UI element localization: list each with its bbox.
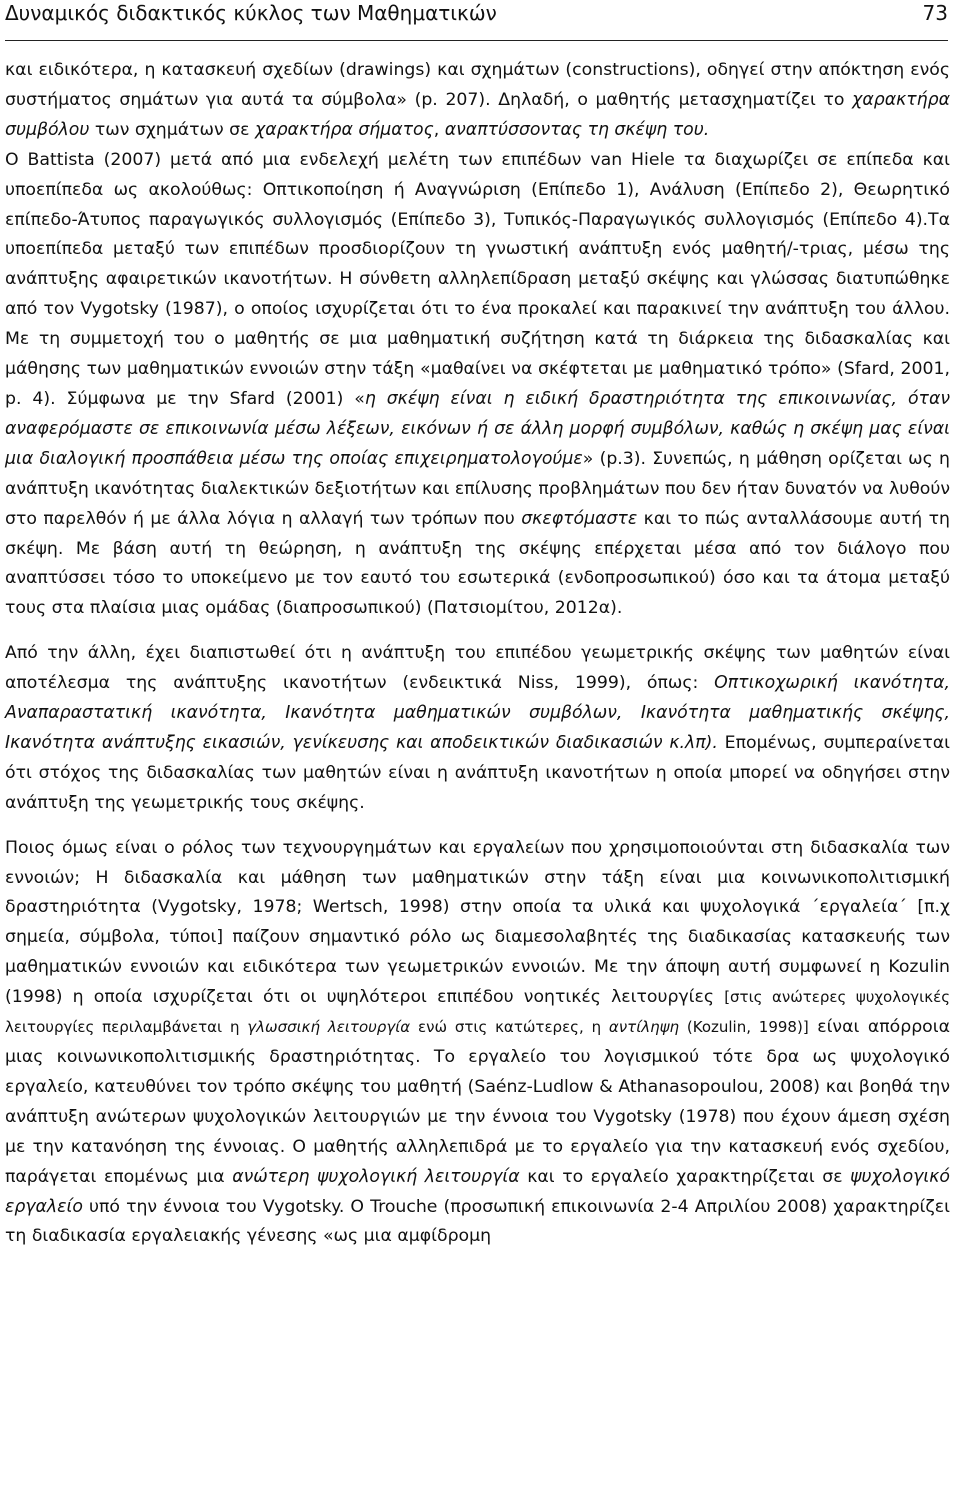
text-run: Ο Battista (2007) μετά από μια ενδελεχή μελέτη των επιπέδων van Hiele τα διαχωρίζει σε επίπεδα και υποεπίπεδα ως ακολούθως: Οπτικοποίηση ή Αναγνώριση (Επίπεδο 1), Ανάλυση (Επίπεδο 2), Θεωρητικό επίπεδο-Άτυπος παραγωγικός συλλογισμός (Επίπεδο 3), Τυπικός-Παραγωγικός συλλογισμός (Επίπεδο 4).Τα υποεπίπεδα μεταξύ των επιπέδων προσδιορίζουν τη γνωστική ανάπτυξη ενός μαθητή/-τριας, μέσω της ανάπτυξης αφαιρετικών ικανοτήτων. Η σύνθετη αλληλεπίδραση μεταξύ σκέψης και γλώσσας διατυπώθηκε από τον Vygotsky (1987), ο οποίος ισχυρίζεται ότι το ένα προκαλεί και παρακινεί την ανάπτυξη του άλλου. Με τη συμμετοχή του ο μαθητής σε μια μαθηματική συζήτηση κατά τη διάρκεια της διδασκαλίας και μάθησης των μαθηματικών εννοιών στην τάξη «μαθαίνει να σκέφτεται με μαθηματικό τρόπο» (Sfard, 2001, p. 4). Σύμφωνα με την Sfard (2001) « (5, 149, 950, 409)
text-run: των σχημάτων σε (89, 119, 255, 140)
page-number: 73 (922, 1, 948, 25)
italic-text-run: αντίληψη (608, 1018, 680, 1037)
text-run: » (p.3). Συνεπώς, η μάθηση ορίζεται ως η ανάπτυξη ικανότητας διαλεκτικών δεξιοτήτων και επίλυσης προβλημάτων που δεν ήταν δυνατόν να λυθούν στο παρελθόν ή με άλλα λόγια η αλλαγή των τρόπων που (5, 448, 950, 529)
text-run: Επομένως, συμπεραίνεται ότι στόχος της διδασκαλίας των μαθητών είναι η ανάπτυξη ικανοτήτων η οποία μπορεί να οδηγήσει στην ανάπτυξη της γεωμετρικής τους σκέψης. (5, 732, 950, 813)
text-run: και το πώς ανταλλάσουμε αυτή τη σκέψη. Με βάση αυτή τη θεώρηση, η ανάπτυξη της σκέψης επέρχεται μέσα από τον διάλογο που αναπτύσσει τόσο το υποκείμενο με τον εαυτό του εσωτερικά (ενδοπροσωπικού) όσο και τα άτομα μεταξύ τους στα πλαίσια μιας ομάδας (διαπροσωπικού) (Πατσιομίτου, 2012α). (5, 508, 950, 619)
paragraph (5, 639, 950, 818)
italic-text-run: Οπτικοχωρική ικανότητα, Αναπαραστατική ικανότητα, Ικανότητα μαθηματικών συμβόλων, Ικανότητα μαθηματικής σκέψης, Ικανότητα ανάπτυξης εικασιών, γενίκευσης και αποδεικτικών διαδικασιών κ.λπ). (5, 673, 950, 753)
body-text (5, 56, 950, 1252)
paragraph (5, 834, 950, 1253)
italic-text-run: χαρακτήρα σήματος (254, 119, 434, 140)
text-run: Ποιος όμως είναι ο ρόλος των τεχνουργημάτων και εργαλείων που χρησιμοποιούνται στη διδασκαλία των εννοιών; Η διδασκαλία και μάθηση των μαθηματικών στην τάξη είναι μια κοινωνικοπολιτισμική δραστηριότητα (Vygotsky, 1978; Wertsch, 1998) στην οποία τα υλικά και ψυχολογικά ΄εργαλεία΄ [π.χ σημεία, σύμβολα, τύποι] παίζουν σημαντικό ρόλο ως διαμεσολαβητές της διαδικασίας κατασκευής των μαθηματικών εννοιών και ειδικότερα των γεωμετρικών εννοιών. Με την άποψη αυτή συμφωνεί η Kozulin (1998) η οποία ισχυρίζεται ότι οι υψηλότεροι επιπέδου νοητικές λειτουργίες (5, 837, 950, 1008)
text-run: , (433, 119, 445, 140)
paragraph (5, 146, 950, 625)
italic-text-run: χαρακτήρα συμβόλου (5, 89, 950, 140)
italic-text-run: ψυχολογικό εργαλείο (5, 1166, 950, 1217)
text-run: υπό την έννοια του Vygotsky. Ο Trouche (προσωπική επικοινωνία 2-4 Απριλίου 2008) χαρακτηρίζει τη διαδικασία εργαλειακής γένεσης «ως μια αμφίδρομη (5, 1196, 950, 1247)
text-run: [στις ανώτερες ψυχολογικές λειτουργίες περιλαμβάνεται η (5, 988, 950, 1037)
text-run: ενώ στις κατώτερες, η (410, 1018, 609, 1037)
italic-text-run: η σκέψη είναι η ειδική δραστηριότητα της επικοινωνίας, όταν αναφερόμαστε σε επικοινωνία μέσω λέξεων, εικόνων ή σε άλλη μορφή συμβόλων, καθώς η σκέψη μας είναι μια διαλογική προσπάθεια μέσω της οποίας επιχειρηματολογούμε (5, 388, 950, 469)
italic-text-run: σκεφτόμαστε (521, 508, 638, 529)
italic-text-run: ανώτερη ψυχολογική λειτουργία (232, 1166, 520, 1187)
running-title: Δυναμικός διδακτικός κύκλος των Μαθηματικών (5, 1, 497, 25)
text-run: και ειδικότερα, η κατασκευή σχεδίων (drawings) και σχημάτων (constructions), οδηγεί στην απόκτηση ενός συστήματος σημάτων για αυτά τα σύμβολα» (p. 207). Δηλαδή, ο μαθητής μετασχηματίζει το (5, 60, 950, 110)
text-run: Από την άλλη, έχει διαπιστωθεί ότι η ανάπτυξη του επιπέδου γεωμετρικής σκέψης των μαθητών είναι αποτέλεσμα της ανάπτυξης ικανοτήτων (ενδεικτικά Niss, 1999), όπως: (5, 643, 950, 694)
text-run: (Kozulin, 1998)] (679, 1018, 809, 1037)
paragraph (5, 56, 950, 146)
running-header (5, 0, 948, 41)
italic-text-run: αναπτύσσοντας τη σκέψη του. (444, 119, 710, 140)
text-run: και το εργαλείο χαρακτηρίζεται σε (519, 1166, 851, 1187)
text-run: είναι απόρροια μιας κοινωνικοπολιτισμικής δραστηριότητας. Το εργαλείο του λογισμικού τότε δρα ως ψυχολογικό εργαλείο, κατευθύνει τον τρόπο σκέψης του μαθητή (Saénz-Ludlow & Athanasopoulou, 2008) και βοηθά την ανάπτυξη ανώτερων ψυχολογικών λειτουργιών με την έννοια του Vygotsky (1978) που έχουν άμεση σχέση με την κατανόηση της έννοιας. Ο μαθητής αλληλεπιδρά με το εργαλείο για την κατασκευή ενός σχεδίου, παράγεται επομένως μια (5, 1017, 950, 1187)
italic-text-run: γλωσσική λειτουργία (247, 1018, 411, 1037)
